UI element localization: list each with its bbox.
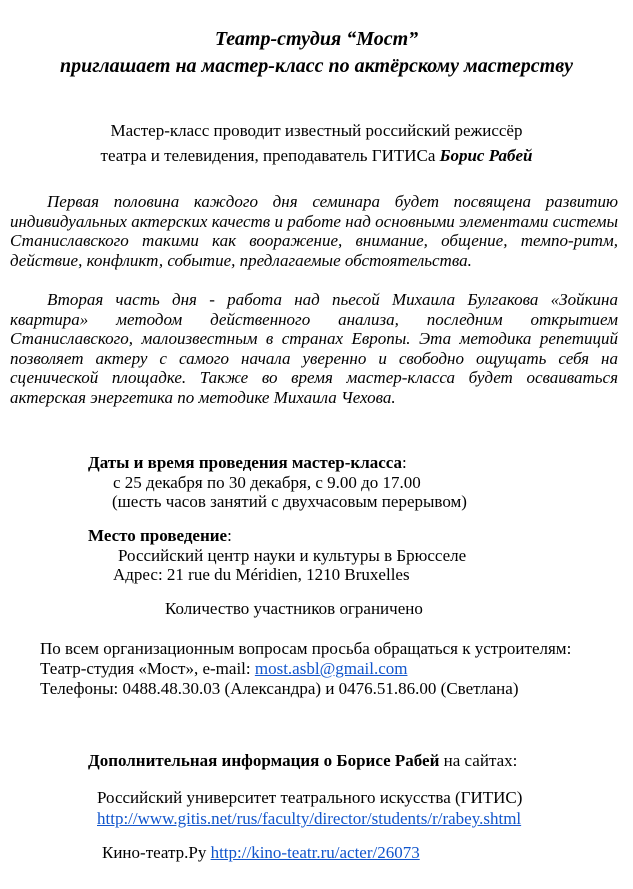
document-title [0, 26, 633, 80]
subtitle [0, 118, 633, 168]
venue-heading-colon: : [227, 526, 232, 545]
contacts-email-prefix: Театр-студия «Мост», e-mail: [40, 659, 255, 678]
dates-duration-line: (шесть часов занятий с двухчасовым перерывом) [112, 492, 467, 511]
subtitle-line-2 [0, 143, 633, 168]
contacts-email-line [40, 659, 407, 679]
venue-heading-label: Место проведение [88, 526, 228, 545]
title-line-1: Театр-студия “Мост” [214, 28, 419, 50]
paragraph-second-half-of-day: Вторая часть дня - работа над пьесой Михаила Булгакова «Зойкина квартира» методом действенного анализа, последним открытием Станиславского, малоизвестным в странах Европы. Эта методика репетиций позволяет актеру с самого начала уверенно и свободно ощущать себя на сценической площадке. Также во время мастер-класса будет осваиваться актерская энергетика по методике Михаила Чехова. [10, 290, 618, 407]
email-link[interactable]: most.asbl@gmail.com [254, 659, 408, 678]
more-info-heading [88, 751, 517, 771]
gitis-site-name: Российский университет театрального искусства (ГИТИС) [97, 788, 523, 807]
venue-name-line: Российский центр науки и культуры в Брюсселе [118, 546, 467, 565]
title-line-2: приглашает на мастер-класс по актёрскому мастерству [59, 55, 574, 77]
gitis-link[interactable]: http://www.gitis.net/rus/faculty/director/students/r/rabey.shtml [97, 809, 522, 828]
kino-teatr-link[interactable]: http://kino-teatr.ru/acter/26073 [210, 843, 420, 862]
subtitle-line-2-prefix: театра и телевидения, преподаватель ГИТИСа [100, 146, 440, 165]
kino-teatr-site-name: Кино-театр.Ру [102, 843, 211, 862]
subtitle-line-1: Мастер-класс проводит известный российский режиссёр [110, 121, 523, 140]
more-info-heading-rest: на сайтах: [439, 751, 518, 770]
lecturer-name: Борис Рабей [439, 146, 533, 165]
venue-heading [88, 526, 232, 546]
paragraph-first-half-of-day: Первая половина каждого дня семинара будет посвящена развитию индивидуальных актерских качеств и работе над основными элементами системы Станиславского такими как вооражение, внимание, общение, темпо-ритм, действие, конфликт, событие, предлагаемые обстоятельства. [10, 192, 618, 270]
kino-teatr-line [102, 843, 420, 863]
dates-heading [88, 453, 407, 473]
venue-address-line: Адрес: 21 rue du Méridien, 1210 Bruxelles [113, 565, 410, 584]
contacts-intro-line: По всем организационным вопросам просьба обращаться к устроителям: [40, 639, 572, 658]
gitis-link-line [97, 809, 521, 829]
more-info-heading-bold: Дополнительная информация о Борисе Рабей [88, 751, 440, 770]
dates-heading-label: Даты и время проведения мастер-класса [88, 453, 403, 472]
contacts-phones-line: Телефоны: 0488.48.30.03 (Александра) и 0476.51.86.00 (Светлана) [40, 679, 519, 698]
dates-schedule-line: с 25 декабря по 30 декабря, с 9.00 до 17.00 [113, 473, 421, 492]
participants-limit-note: Количество участников ограничено [165, 599, 423, 618]
dates-heading-colon: : [402, 453, 407, 472]
